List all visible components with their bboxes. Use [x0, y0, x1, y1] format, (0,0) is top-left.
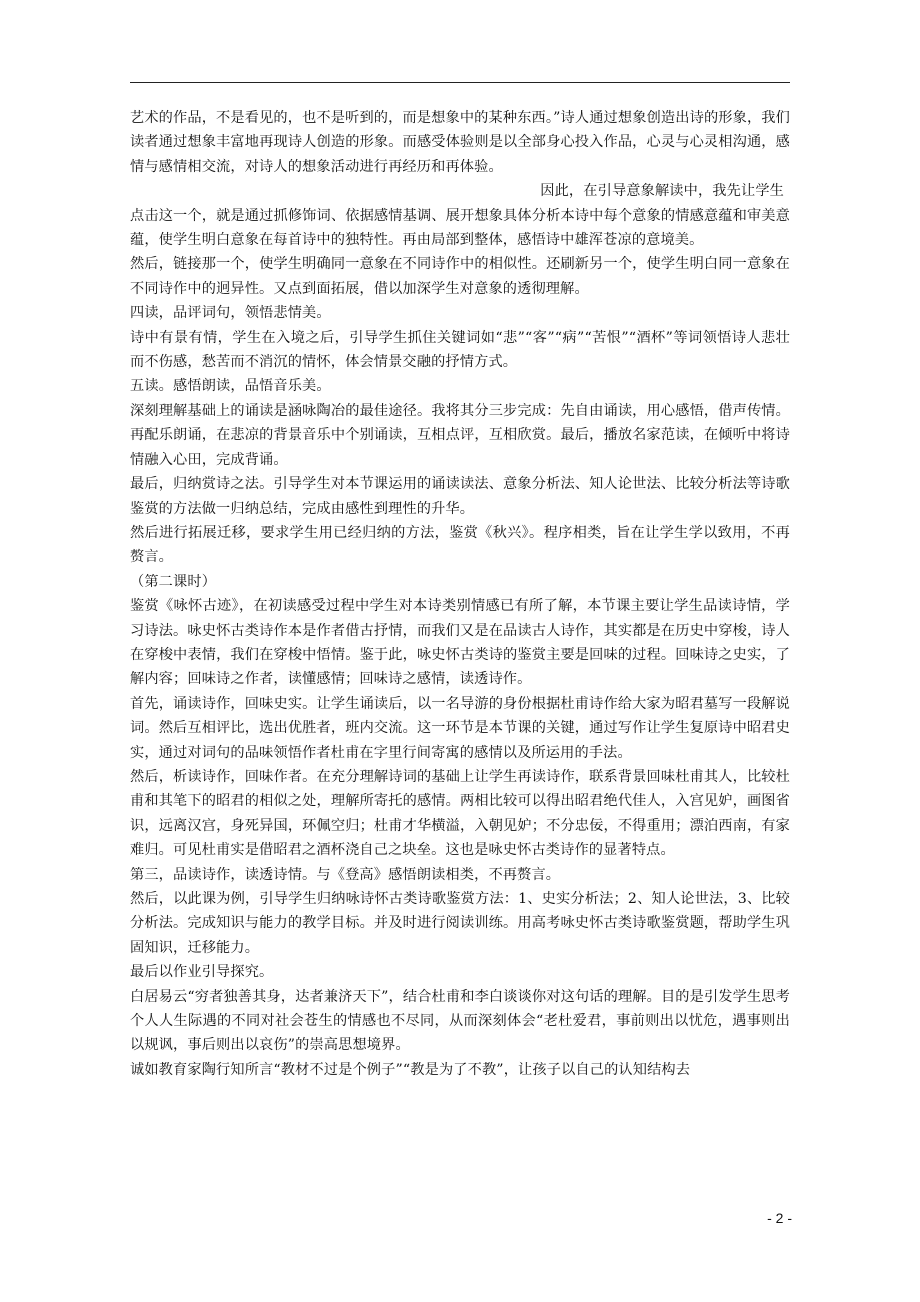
paragraph: 然后进行拓展迁移，要求学生用已经归纳的方法，鉴赏《秋兴》。程序相类，旨在让学生学以致用，不再赘言。 — [130, 524, 790, 566]
paragraph: 点击这一个，就是通过抓修饰词、依据感情基调、展开想象具体分析本诗中每个意象的情感意蕴和审美意蕴，使学生明白意象在每首诗中的独特性。再由局部到整体，感悟诗中雄浑苍凉的意境美。 — [130, 207, 790, 249]
paragraph: 白居易云“穷者独善其身，达者兼济天下”，结合杜甫和李白谈谈你对这句话的理解。目的是引发学生思考个人人生际遇的不同对社会苍生的情感也不尽同，从而深刻体会“老杜爱君，事前则出以忧危，遇事则出以规讽，事后则出以哀伤”的崇高思想境界。 — [130, 988, 790, 1054]
paragraph: 然后，链接那一个，使学生明确同一意象在不同诗作中的相似性。还刷新另一个，使学生明白同一意象在不同诗作中的迥异性。又点到面拓展，借以加深学生对意象的透彻理解。 — [130, 256, 790, 297]
section-heading: （第二课时） — [130, 573, 217, 590]
paragraph: 最后以作业引导探究。 — [130, 964, 274, 981]
paragraph: 然后，析读诗作，回味作者。在充分理解诗词的基础上让学生再读诗作，联系背景回味杜甫其人，比较杜甫和其笔下的昭君的相似之处，理解所寄托的感情。两相比较可以得出昭君绝代佳人，入宫见妒，画图省识，远离汉宫，身死异国，环佩空归；杜甫才华横溢，入朝见妒；不分忠佞，不得重用；漂泊西南，有家难归。可见杜甫实是借昭君之酒杯浇自己之块垒。这也是咏史怀古类诗作的显著特点。 — [130, 768, 790, 859]
page-number: - 2 - — [767, 1210, 792, 1226]
section-heading: 五读。感悟朗读，品悟音乐美。 — [130, 378, 331, 395]
paragraph: 诗中有景有情，学生在入境之后，引导学生抓住关键词如“悲”“客”“病”“苦恨”“酒杯”等词领悟诗人悲壮而不伤感，愁苦而不消沉的情怀，体会情景交融的抒情方式。 — [130, 329, 790, 371]
paragraph: 艺术的作品，不是看见的，也不是听到的，而是想象中的某种东西。”诗人通过想象创造出诗的形象，我们读者通过想象丰富地再现诗人创造的形象。而感受体验则是以全部身心投入作品，心灵与心灵相沟通，感情与感情相交流，对诗人的想象活动进行再经历和再体验。 — [130, 110, 790, 175]
paragraph: 深刻理解基础上的诵读是涵咏陶冶的最佳途径。我将其分三步完成：先自由诵读，用心感悟，借声传情。再配乐朗诵，在悲凉的背景音乐中个别诵读，互相点评，互相欣赏。最后，播放名家范读，在倾听中将诗情融入心田，完成背诵。 — [130, 402, 790, 468]
header-rule — [130, 82, 790, 83]
paragraph: 第三，品读诗作，读透诗情。与《登高》感悟朗读相类，不再赘言。 — [130, 866, 561, 883]
paragraph: 最后，归纳赏诗之法。引导学生对本节课运用的诵读读法、意象分析法、知人论世法、比较分析法等诗歌鉴赏的方法做一归纳总结，完成由感性到理性的升华。 — [130, 476, 790, 517]
paragraph: 然后，以此课为例，引导学生归纳咏诗怀古类诗歌鉴赏方法：1、史实分析法；2、知人论世法，3、比较分析法。完成知识与能力的教学目标。并及时进行阅读训练。用高考咏史怀古类诗歌鉴赏题，帮助学生巩固知识，迁移能力。 — [130, 891, 790, 956]
document-body — [130, 106, 790, 1082]
paragraph: 鉴赏《咏怀古迹》，在初读感受过程中学生对本诗类别情感已有所了解，本节课主要让学生品读诗情，学习诗法。咏史怀古类诗作本是作者借古抒情，而我们又是在品读古人诗作，其实都是在历史中穿梭，诗人在穿梭中表情，我们在穿梭中悟情。鉴于此，咏史怀古类诗的鉴赏主要是回味的过程。回味诗之史实，了解内容；回味诗之作者，读懂感情；回味诗之感情，读透诗作。 — [130, 598, 790, 688]
paragraph: 因此，在引导意象解读中，我先让学生 — [540, 183, 784, 200]
section-heading: 四读，品评词句，领悟悲情美。 — [130, 305, 331, 322]
paragraph: 首先，诵读诗作，回味史实。让学生诵读后，以一名导游的身份根据杜甫诗作给大家为昭君墓写一段解说词。然后互相评比，选出优胜者，班内交流。这一环节是本节课的关键，通过写作让学生复原诗中昭君史实，通过对词句的品味领悟作者杜甫在字里行间寄寓的感情以及所运用的手法。 — [130, 695, 790, 761]
paragraph: 诚如教育家陶行知所言“教材不过是个例子”“教是为了不教”，让孩子以自己的认知结构去 — [130, 1061, 691, 1078]
